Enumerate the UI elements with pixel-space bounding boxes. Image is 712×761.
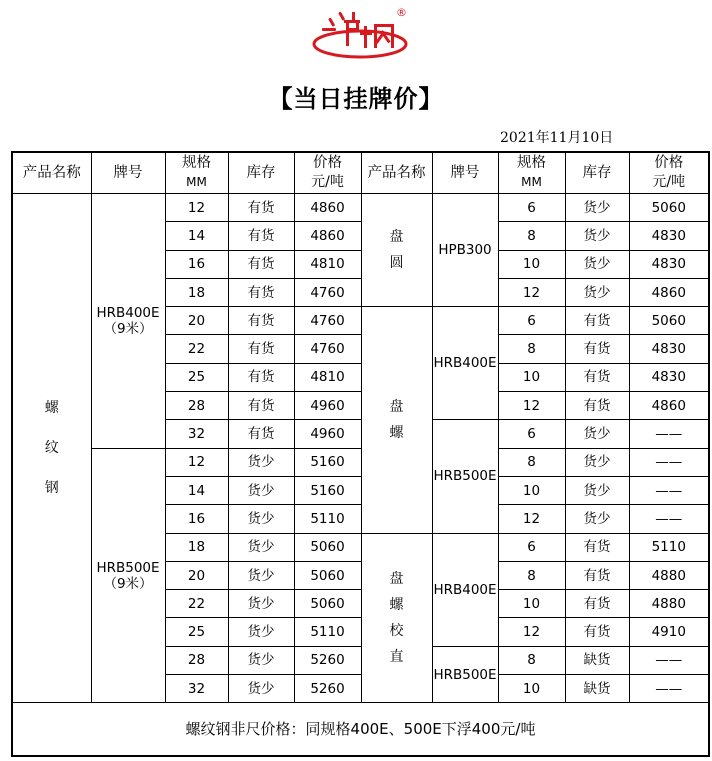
spec-cell: 32 [165, 420, 228, 448]
brand-cell: HRB400E [432, 307, 498, 420]
registered-mark: ® [396, 6, 407, 19]
price-cell: 5110 [294, 618, 361, 646]
stock-cell: 有货 [228, 420, 294, 448]
brand-label: HRB400E [96, 304, 160, 321]
price-cell: 5060 [629, 307, 709, 335]
price-cell: 4880 [629, 561, 709, 589]
stock-cell: 有货 [228, 307, 294, 335]
price-cell: 4810 [294, 250, 361, 278]
stock-cell: 有货 [565, 363, 629, 391]
stock-cell: 货少 [228, 505, 294, 533]
spec-cell: 14 [165, 476, 228, 504]
stock-cell: 货少 [228, 533, 294, 561]
spec-cell: 12 [165, 448, 228, 476]
product-name-text: 盘螺 [389, 398, 404, 441]
product-name-text: 盘螺校直 [389, 570, 404, 665]
spec-cell: 22 [165, 335, 228, 363]
spec-cell: 10 [498, 476, 565, 504]
stock-cell: 货少 [228, 448, 294, 476]
spec-cell: 14 [165, 222, 228, 250]
stock-cell: 货少 [565, 505, 629, 533]
product-name-cell [361, 533, 432, 703]
spec-cell: 12 [498, 392, 565, 420]
spec-cell: 25 [165, 363, 228, 391]
spec-cell: 6 [498, 533, 565, 561]
header-spec-right: 规格 MM [498, 152, 565, 194]
stock-cell: 货少 [565, 420, 629, 448]
stock-cell: 有货 [228, 250, 294, 278]
stock-cell: 货少 [228, 476, 294, 504]
stock-cell: 有货 [565, 335, 629, 363]
spec-cell: 6 [498, 307, 565, 335]
spec-cell: 25 [165, 618, 228, 646]
spec-cell: 8 [498, 448, 565, 476]
price-note: 螺纹钢非尺价格：同规格400E、500E下浮400元/吨 [12, 703, 709, 757]
price-cell: 4960 [294, 420, 361, 448]
brand-cell [91, 448, 165, 703]
price-cell: 4830 [629, 222, 709, 250]
stock-cell: 缺货 [565, 675, 629, 703]
stock-cell: 有货 [565, 392, 629, 420]
logo-mark [322, 12, 394, 48]
spec-cell: 18 [165, 278, 228, 306]
stock-cell: 货少 [228, 675, 294, 703]
header-stock-right: 库存 [565, 152, 629, 194]
stock-cell: 货少 [228, 590, 294, 618]
price-cell: 4810 [294, 363, 361, 391]
price-cell: 4760 [294, 335, 361, 363]
price-cell: 4760 [294, 278, 361, 306]
price-table [11, 151, 710, 757]
stock-cell: 货少 [565, 278, 629, 306]
table-row [12, 448, 709, 476]
stock-cell: 货少 [565, 222, 629, 250]
price-cell: 5110 [294, 505, 361, 533]
header-price-right: 价格 元/吨 [629, 152, 709, 194]
header-spec: 规格 MM [165, 152, 228, 194]
spec-cell: 8 [498, 222, 565, 250]
price-cell: 5160 [294, 448, 361, 476]
price-cell: 5060 [294, 590, 361, 618]
spec-cell: 12 [498, 505, 565, 533]
price-cell: 4880 [629, 590, 709, 618]
price-cell: 5260 [294, 675, 361, 703]
spec-cell: 6 [498, 420, 565, 448]
price-cell: 5060 [294, 533, 361, 561]
spec-cell: 10 [498, 675, 565, 703]
stock-cell: 货少 [565, 476, 629, 504]
stock-cell: 有货 [565, 618, 629, 646]
price-cell: —— [629, 420, 709, 448]
stock-cell: 货少 [565, 250, 629, 278]
stock-cell: 货少 [228, 618, 294, 646]
stock-cell: 有货 [565, 561, 629, 589]
price-cell: 4960 [294, 392, 361, 420]
product-name-rebar [12, 194, 91, 703]
price-cell: 5160 [294, 476, 361, 504]
price-cell: —— [629, 505, 709, 533]
brand-cell: HPB300 [432, 194, 498, 307]
price-cell: —— [629, 476, 709, 504]
spec-cell: 22 [165, 590, 228, 618]
product-name-cell [361, 194, 432, 307]
stock-cell: 货少 [565, 448, 629, 476]
stock-cell: 有货 [228, 222, 294, 250]
stock-cell: 有货 [228, 194, 294, 222]
price-cell: 5060 [629, 194, 709, 222]
spec-cell: 8 [498, 646, 565, 674]
header-product: 产品名称 [12, 152, 91, 194]
spec-cell: 28 [165, 646, 228, 674]
company-logo [300, 4, 412, 66]
header-row [12, 152, 709, 194]
note-row [12, 703, 709, 757]
brand-sub-label: （9米） [103, 320, 153, 337]
spec-cell: 10 [498, 363, 565, 391]
stock-cell: 缺货 [565, 646, 629, 674]
spec-cell: 10 [498, 250, 565, 278]
stock-cell: 货少 [228, 646, 294, 674]
stock-cell: 有货 [228, 392, 294, 420]
header-stock: 库存 [228, 152, 294, 194]
price-cell: 4760 [294, 307, 361, 335]
product-name-cell [361, 307, 432, 533]
brand-cell: HRB500E [432, 646, 498, 703]
table-row [12, 194, 709, 222]
brand-cell: HRB500E [432, 420, 498, 533]
spec-cell: 32 [165, 675, 228, 703]
brand-cell: HRB400E [432, 533, 498, 646]
price-date: 2021年11月10日 [500, 130, 614, 146]
product-name-text: 螺纹钢 [44, 400, 59, 497]
price-cell: —— [629, 675, 709, 703]
spec-cell: 12 [498, 618, 565, 646]
price-cell: 5060 [294, 561, 361, 589]
header-price: 价格 元/吨 [294, 152, 361, 194]
spec-cell: 16 [165, 505, 228, 533]
spec-cell: 8 [498, 561, 565, 589]
brand-sub-label: （9米） [103, 575, 153, 592]
price-cell: 5260 [294, 646, 361, 674]
price-cell: 4830 [629, 335, 709, 363]
spec-cell: 20 [165, 561, 228, 589]
header-brand-right: 牌号 [432, 152, 498, 194]
price-cell: 4860 [629, 392, 709, 420]
price-cell: —— [629, 646, 709, 674]
price-cell: 4830 [629, 363, 709, 391]
page-title: 【当日挂牌价】 [268, 85, 444, 113]
stock-cell: 有货 [565, 307, 629, 335]
spec-cell: 12 [165, 194, 228, 222]
stock-cell: 有货 [228, 363, 294, 391]
price-cell: —— [629, 448, 709, 476]
stock-cell: 有货 [565, 533, 629, 561]
price-cell: 4860 [294, 194, 361, 222]
spec-cell: 20 [165, 307, 228, 335]
stock-cell: 有货 [228, 335, 294, 363]
price-cell: 4910 [629, 618, 709, 646]
header-brand: 牌号 [91, 152, 165, 194]
spec-cell: 6 [498, 194, 565, 222]
stock-cell: 有货 [565, 590, 629, 618]
product-name-text: 盘圆 [389, 229, 404, 272]
price-cell: 4830 [629, 250, 709, 278]
stock-cell: 货少 [228, 561, 294, 589]
price-cell: 4860 [629, 278, 709, 306]
spec-cell: 12 [498, 278, 565, 306]
stock-cell: 有货 [228, 278, 294, 306]
brand-cell [91, 194, 165, 449]
header-product-right: 产品名称 [361, 152, 432, 194]
spec-cell: 8 [498, 335, 565, 363]
stock-cell: 货少 [565, 194, 629, 222]
spec-cell: 10 [498, 590, 565, 618]
brand-label: HRB500E [96, 559, 160, 576]
spec-cell: 16 [165, 250, 228, 278]
price-cell: 4860 [294, 222, 361, 250]
spec-cell: 18 [165, 533, 228, 561]
price-cell: 5110 [629, 533, 709, 561]
spec-cell: 28 [165, 392, 228, 420]
price-table-body [12, 194, 709, 703]
